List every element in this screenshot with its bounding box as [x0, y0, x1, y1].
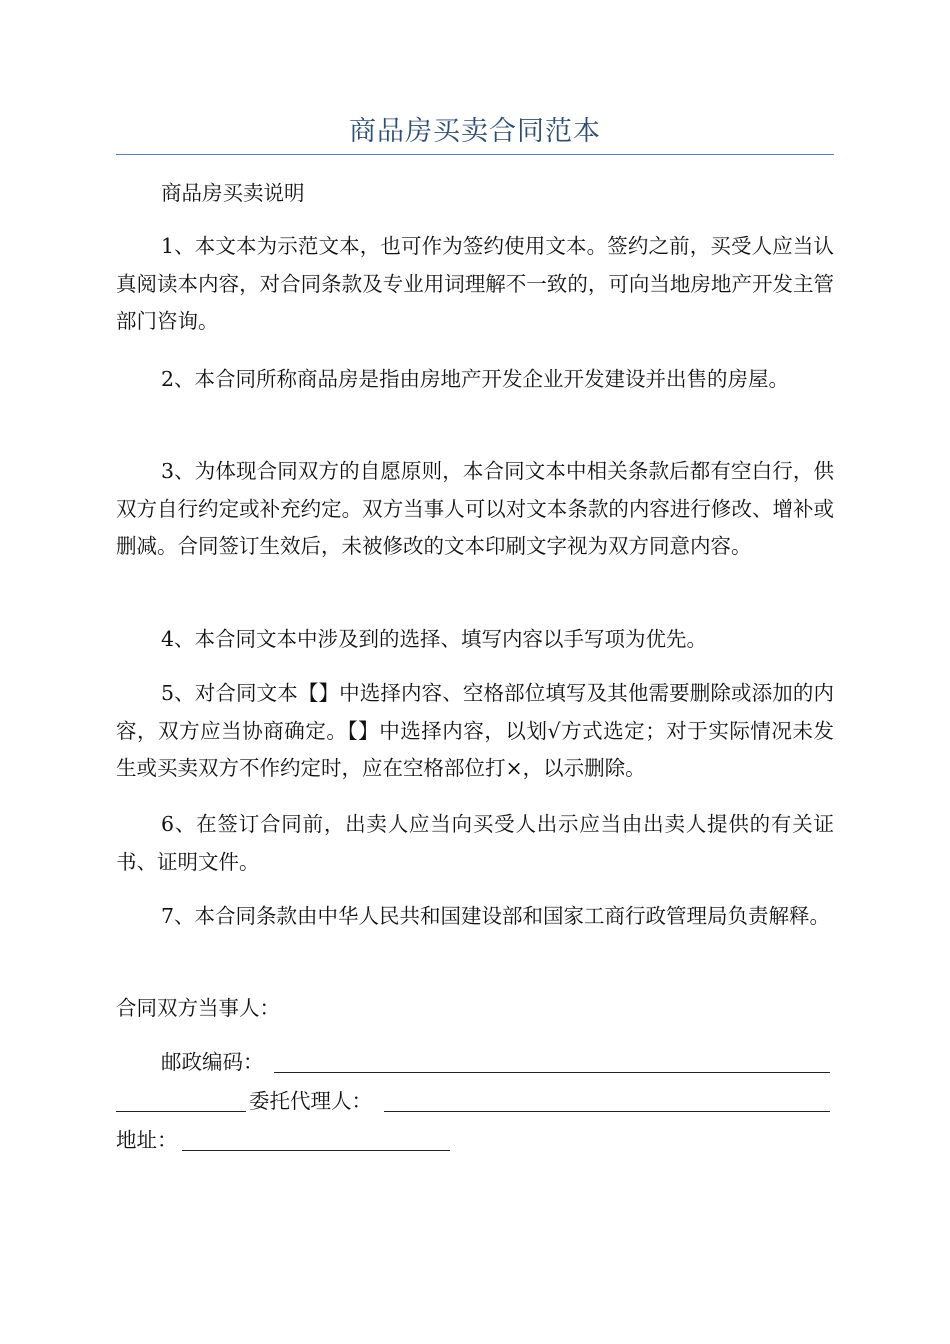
paragraph-1: 1、本文本为示范文本，也可作为签约使用文本。签约之前，买受人应当认真阅读本内容，对合同条款及专业用词理解不一致的，可向当地房地产开发主管部门咨询。: [116, 234, 834, 333]
address-fill-line[interactable]: [182, 1150, 450, 1151]
paragraph-4: 4、本合同文本中涉及到的选择、填写内容以手写项为优先。: [161, 627, 708, 651]
address-label: 地址：: [116, 1128, 178, 1152]
paragraph-6: 6、在签订合同前，出卖人应当向买受人出示应当由出卖人提供的有关证书、证明文件。: [116, 812, 834, 874]
paragraph-2: 2、本合同所称商品房是指由房地产开发企业开发建设并出售的房屋。: [161, 367, 790, 391]
postal-code-fill-line-continued[interactable]: [116, 1111, 246, 1112]
title-underline: [116, 154, 834, 155]
paragraph-3: 3、为体现合同双方的自愿原则，本合同文本中相关条款后都有空白行，供双方自行约定或补充约定。双方当事人可以对文本条款的内容进行修改、增补或删减。合同签订生效后，未被修改的文本印刷文字视为双方同意内容。: [116, 459, 834, 558]
parties-heading: 合同双方当事人：: [116, 996, 280, 1020]
section-heading: 商品房买卖说明: [161, 181, 305, 205]
paragraph-5: 5、对合同文本【】中选择内容、空格部位填写及其他需要删除或添加的内容，双方应当协商确定。【】中选择内容，以划√方式选定；对于实际情况未发生或买卖双方不作约定时，应在空格部位打×，以示删除。: [116, 681, 834, 780]
agent-label: 委托代理人：: [249, 1089, 372, 1113]
postal-code-fill-line[interactable]: [274, 1072, 830, 1073]
document-title: 商品房买卖合同范本: [349, 116, 601, 147]
agent-fill-line[interactable]: [384, 1111, 830, 1112]
postal-code-label: 邮政编码：: [161, 1050, 264, 1074]
paragraph-7: 7、本合同条款由中华人民共和国建设部和国家工商行政管理局负责解释。: [161, 904, 831, 928]
